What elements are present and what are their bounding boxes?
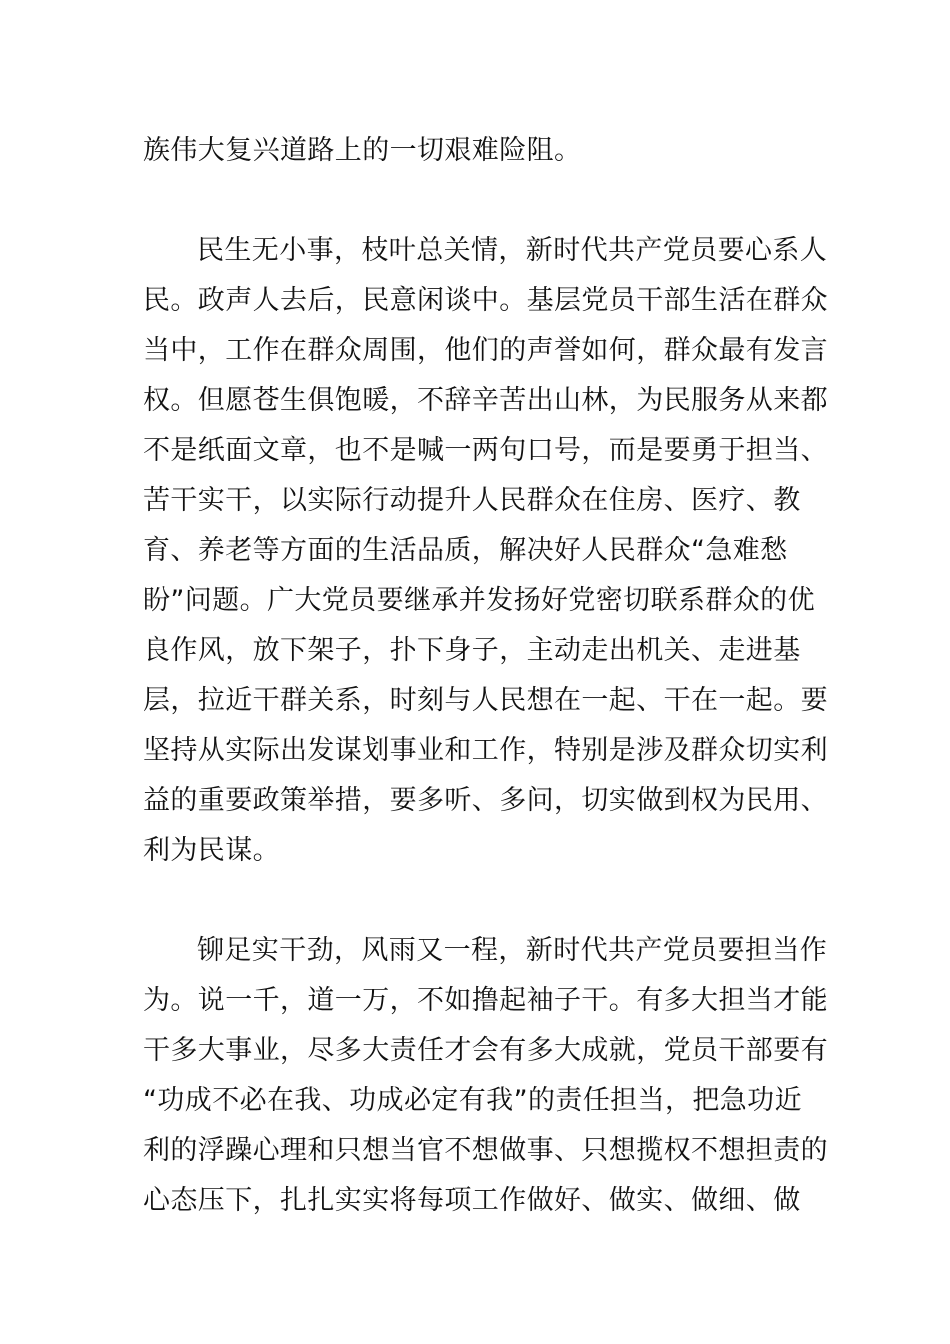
paragraph-3-line-6: 心态压下，扎扎实实将每项工作做好、做实、做细、做 bbox=[143, 1185, 801, 1216]
paragraph-2-line-2: 民。政声人去后，民意闲谈中。基层党员干部生活在群众 bbox=[143, 285, 828, 316]
paragraph-3-line-3: 干多大事业，尽多大责任才会有多大成就，党员干部要有 bbox=[143, 1035, 828, 1066]
paragraph-2-line-12: 益的重要政策举措，要多听、多问，切实做到权为民用、 bbox=[143, 785, 828, 816]
paragraph-2-line-6: 苦干实干，以实际行动提升人民群众在住房、医疗、教 bbox=[143, 485, 801, 516]
paragraph-3-line-1: 铆足实干劲，风雨又一程，新时代共产党员要担当作 bbox=[197, 935, 828, 966]
paragraph-2-line-13: 利为民谋。 bbox=[143, 835, 280, 866]
paragraph-2-line-10: 层，拉近干群关系，时刻与人民想在一起、干在一起。要 bbox=[143, 685, 828, 716]
paragraph-3-line-4: “功成不必在我、功成必定有我”的责任担当，把急功近 bbox=[143, 1085, 802, 1116]
paragraph-3-line-5: 利的浮躁心理和只想当官不想做事、只想揽权不想担责的 bbox=[143, 1135, 828, 1166]
paragraph-2-line-5: 不是纸面文章，也不是喊一两句口号，而是要勇于担当、 bbox=[143, 435, 828, 466]
paragraph-2-line-8: 盼”问题。广大党员要继承并发扬好党密切联系群众的优 bbox=[143, 585, 815, 616]
paragraph-2-line-9: 良作风，放下架子，扑下身子，主动走出机关、走进基 bbox=[143, 635, 801, 666]
paragraph-2-line-4: 权。但愿苍生俱饱暖，不辞辛苦出山林，为民服务从来都 bbox=[143, 385, 828, 416]
paragraph-3-line-2: 为。说一千，道一万，不如撸起袖子干。有多大担当才能 bbox=[143, 985, 828, 1016]
paragraph-2-line-7: 育、养老等方面的生活品质，解决好人民群众“急难愁 bbox=[143, 535, 788, 566]
paragraph-1-line-1: 族伟大复兴道路上的一切艰难险阻。 bbox=[143, 135, 582, 166]
paragraph-2-line-3: 当中，工作在群众周围，他们的声誉如何，群众最有发言 bbox=[143, 335, 828, 366]
paragraph-2-line-11: 坚持从实际出发谋划事业和工作，特别是涉及群众切实利 bbox=[143, 735, 828, 766]
paragraph-2-line-1: 民生无小事，枝叶总关情，新时代共产党员要心系人 bbox=[197, 235, 828, 266]
